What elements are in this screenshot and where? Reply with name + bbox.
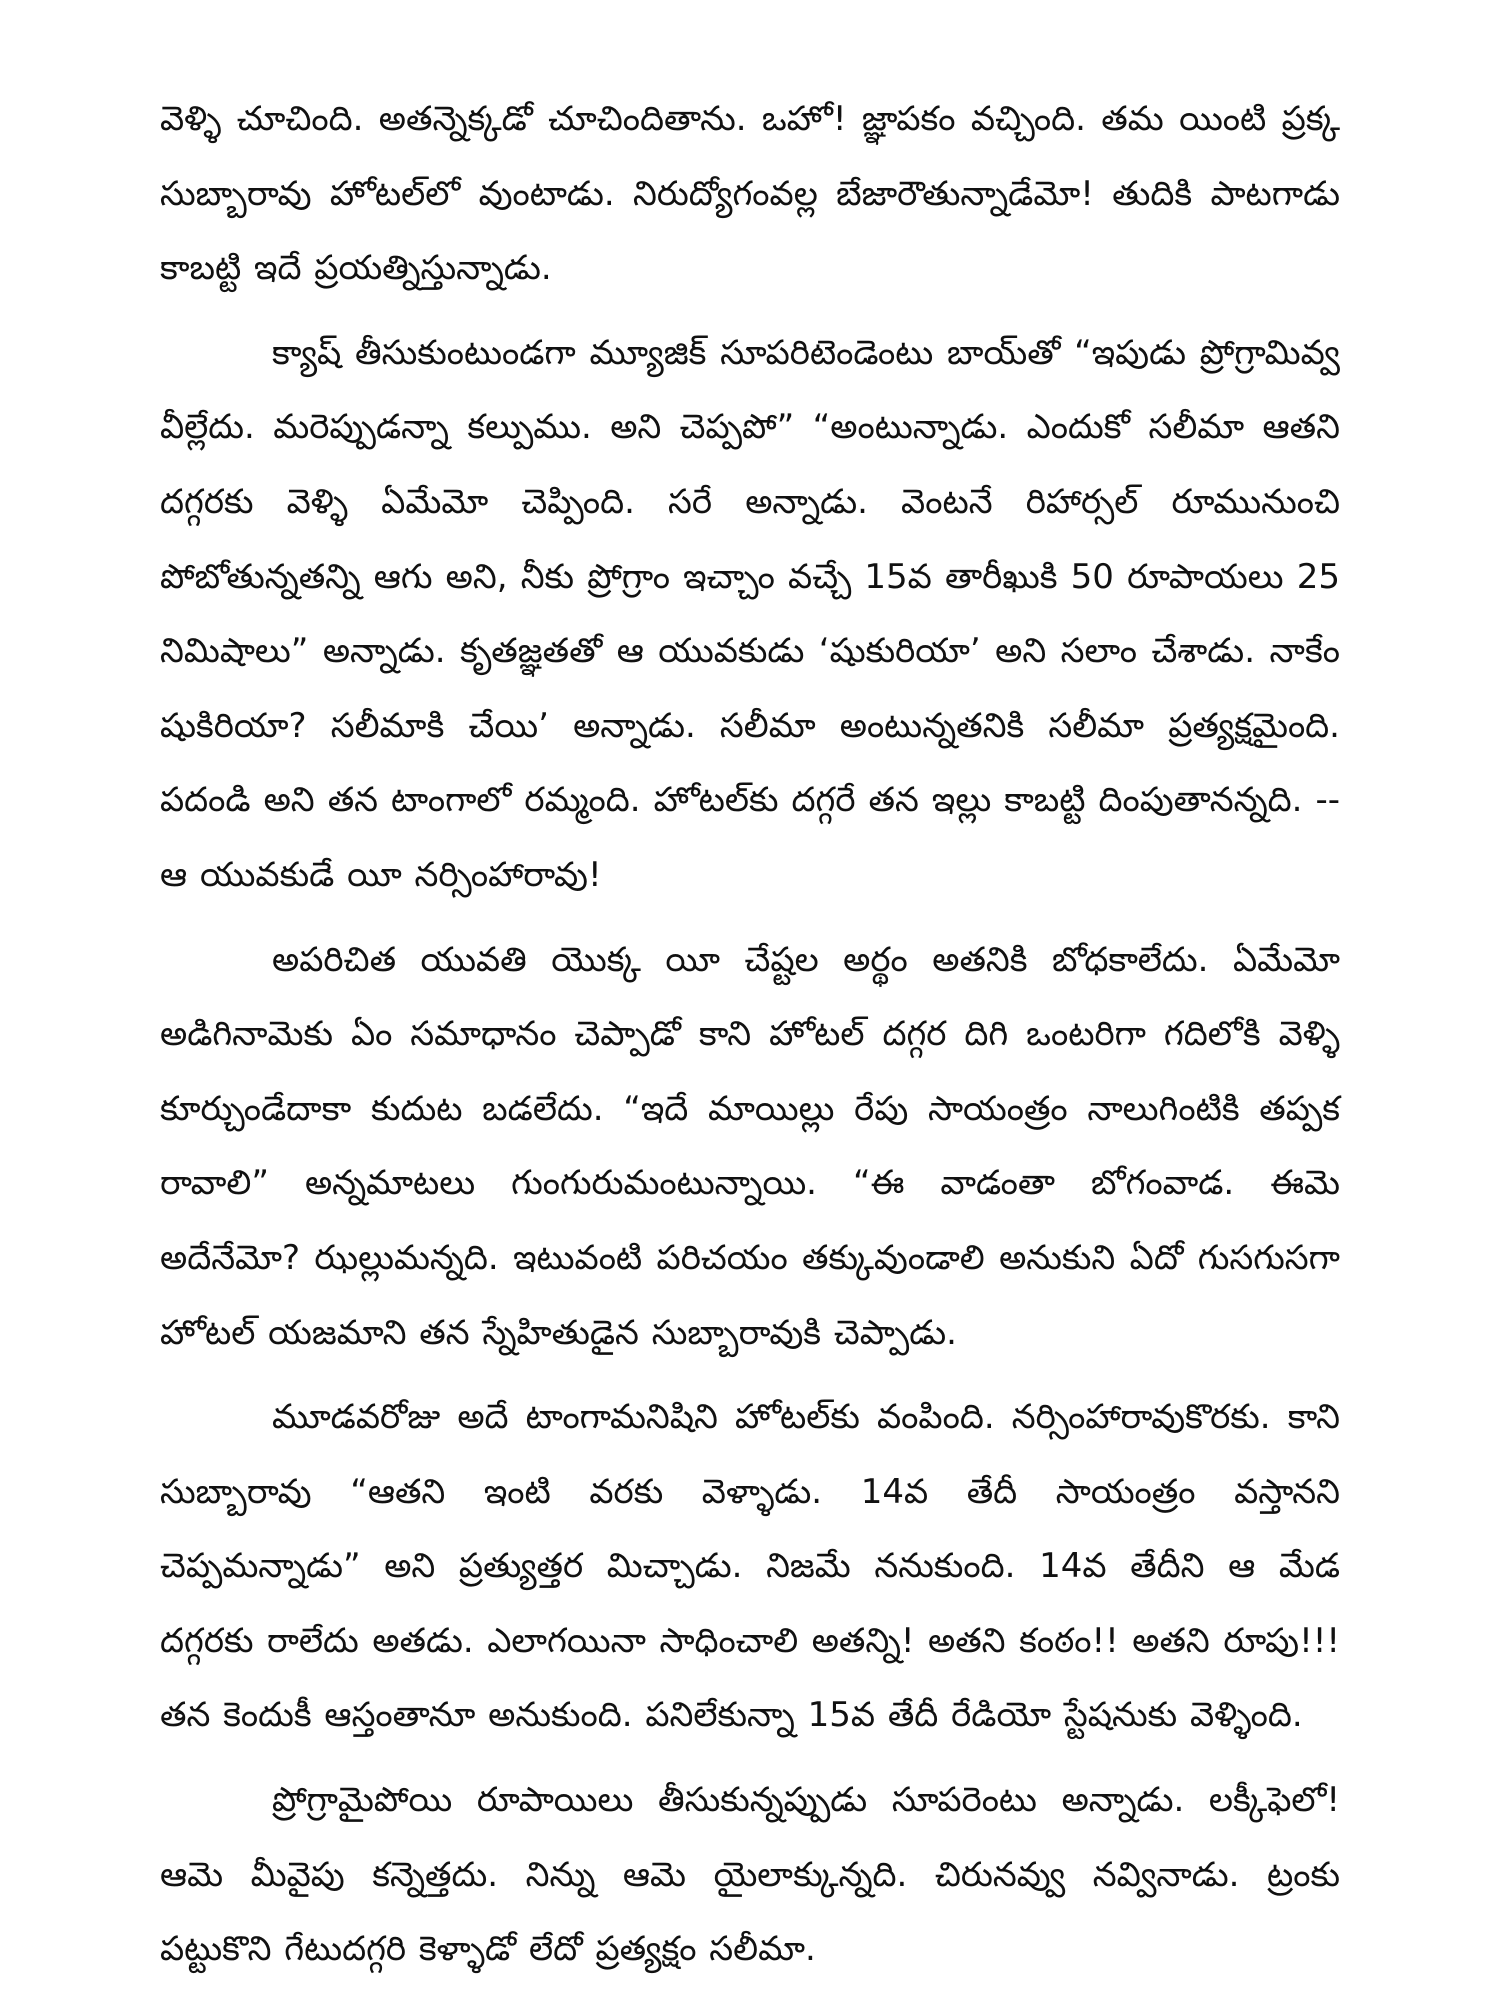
paragraph-1: వెళ్ళి చూచింది. అతన్నెక్కడో చూచిందితాను. ఒహో! జ్ఞాపకం వచ్చింది. తమ యింటి ప్రక్క సుబ్బారావు హోటల్‌లో వుంటాడు. నిరుద్యోగంవల్ల బేజారౌతున్నాడేమో! తుదికి పాటగాడు కాబట్టి ఇదే ప్రయత్నిస్తున్నాడు. <box>160 99 1340 289</box>
paragraph-4: మూడవరోజు అదే టాంగామనిషిని హోటల్‌కు వంపింది. నర్సింహారావుకొరకు. కాని సుబ్బారావు “ఆతని ఇంటి వరకు వెళ్ళాడు. 14వ తేదీ సాయంత్రం వస్తానని చెప్పమన్నాడు” అని ప్రత్యుత్తర మిచ్చాడు. నిజమే ననుకుంది. 14వ తేదీని ఆ మేడ దగ్గరకు రాలేదు అతడు. ఎలాగయినా సాధించాలి అతన్ని! అతని కంఠం!! అతని రూపు!!! తన కెందుకీ ఆస్తంతానూ అనుకుంది. పనిలేకున్నా 15వ తేదీ రేడియో స్టేషనుకు వెళ్ళింది. <box>160 1397 1340 1736</box>
paragraph-5: ప్రోగ్రామైపోయి రూపాయిలు తీసుకున్నప్పుడు సూపరెంటు అన్నాడు. లక్కీఫెలో! ఆమె మీవైపు కన్నెత్తదు. నిన్ను ఆమె యైలాక్కున్నది. చిరునవ్వు నవ్వినాడు. ట్రంకు పట్టుకొని గేటుదగ్గరి కెళ్ళాడో లేదో ప్రత్యక్షం సలీమా. <box>160 1780 1340 1970</box>
document-page <box>160 82 1340 1970</box>
paragraph-3: అపరిచిత యువతి యొక్క యీ చేష్టల అర్థం అతనికి బోధకాలేదు. ఏమేమో అడిగినామెకు ఏం సమాధానం చెప్పాడో కాని హోటల్ దగ్గర దిగి ఒంటరిగా గదిలోకి వెళ్ళి కూర్చుండేదాకా కుదుట బడలేదు. “ఇదే మాయిల్లు రేపు సాయంత్రం నాలుగింటికి తప్పక రావాలి” అన్నమాటలు గుంగురుమంటున్నాయి. “ఈ వాడంతా బోగంవాడ. ఈమె అదేనేమో? ఝల్లుమన్నది. ఇటువంటి పరిచయం తక్కువుండాలి అనుకుని ఏదో గుసగుసగా హోటల్ యజమాని తన స్నేహితుడైన సుబ్బారావుకి చెప్పాడు. <box>160 939 1340 1353</box>
paragraph-2: క్యాష్ తీసుకుంటుండగా మ్యూజిక్ సూపరిటెండెంటు బాయ్‌తో “ఇపుడు ప్రోగ్రామివ్వ వీల్లేదు. మరెప్పుడన్నా కల్పుము. అని చెప్పపో” “అంటున్నాడు. ఎందుకో సలీమా ఆతని దగ్గరకు వెళ్ళి ఏమేమో చెప్పింది. సరే అన్నాడు. వెంటనే రిహార్సల్ రూమునుంచి పోబోతున్నతన్ని ఆగు అని, నీకు ప్రోగ్రాం ఇచ్చాం వచ్చే 15వ తారీఖుకి 50 రూపాయలు 25 నిమిషాలు” అన్నాడు. కృతజ్ఞతతో ఆ యువకుడు ‘షుకురియా’ అని సలాం చేశాడు. నాకేం షుకిరియా? సలీమాకి చేయి’ అన్నాడు. సలీమా అంటున్నతనికి సలీమా ప్రత్యక్షమైంది. పదండి అని తన టాంగాలో రమ్మంది. హోటల్‌కు దగ్గరే తన ఇల్లు కాబట్టి దింపుతానన్నది. -- ఆ యువకుడే యీ నర్సింహారావు! <box>160 332 1340 895</box>
